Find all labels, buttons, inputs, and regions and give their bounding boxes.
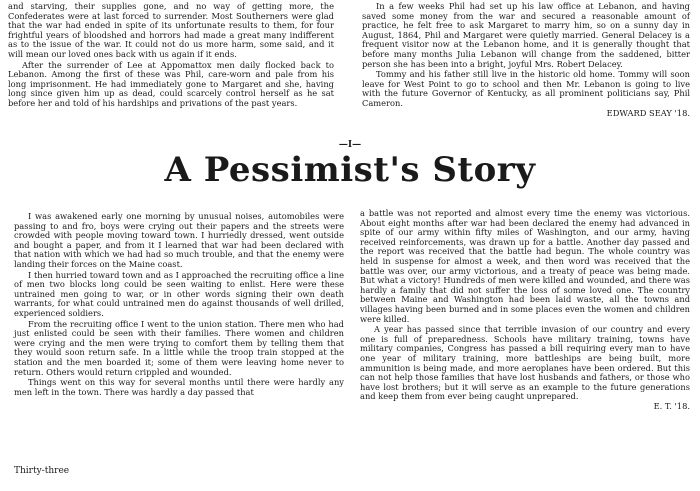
author-signature: E. T. '18. [653, 400, 690, 411]
paragraph: a battle was not reported and almost every time the enemy was victorious. About eight months after war had been declared the enemy had advanced in spite of our army within fifty miles of Washington, and our army, having received reinforcements, was drawn up for a battle. Another day passed and the report was received that the battle had begun. The whole country was held in suspense for almost a week, and then word was received that the battle was over, our army victorious, and a treaty of peace was being made. But what a victory! Hundreds of men were killed and wounded, and there was hardly a family that did not suffer the loss of some loved one. The country between Maine and Washington had been laid waste, all the towns and villages having been burned and in some places even the women and children were killed. [360, 208, 690, 324]
section-separator: —I— [338, 140, 362, 150]
paragraph: I then hurried toward town and as I approached the recruiting office a line of men two blocks long could be seen waiting to enlist. Here were these untrained men going to war, or in other words signing their own death warrants, for what could untrained men do against thousands of well drilled, experienced soldiers. [14, 269, 344, 318]
paragraph: Things went on this way for several months until there were hardly any men left in the town. There was hardly a day passed that [14, 377, 344, 397]
paragraph: A year has passed since that terrible invasion of our country and every one is full of preparedness. Schools have military training, towns have military companies, Congress has passed a bill requiring every man to have one year of military training, more battleships are being built, more ammunition is being made, and more aeroplanes have been ordered. But this can not help those families that have lost husbands and fathers, or those who have lost brothers; but it will serve as an example to the future generations and keep them from ever being caught unprepared. [360, 324, 690, 402]
paragraph: and starving, their supplies gone, and no way of getting more, the Confederates were at last forced to surrender. Most Southerners were glad that the war had ended in spite of its unfortunate results to them, for four frightful years of bloodshed and horrors had made a great many indifferent as to the issue of the war. It could not do us more harm, some said, and it will mean our loved ones back with us again if it ends. [8, 1, 334, 59]
bottom-right-column [360, 209, 690, 411]
page-number: Thirty-three [14, 466, 70, 476]
top-right-column [362, 2, 690, 118]
story-title: A Pessimist's Story [164, 150, 536, 190]
paragraph: After the surrender of Lee at Appomattox men daily flocked back to Lebanon. Among the first of these was Phil, care-worn and pale from his long imprisonment. He had immediately gone to Margaret and she, having long since given him up as dead, could scarcely control herself as he sat before her and told of his hardships and privations of the past years. [8, 59, 334, 108]
bottom-left-column [14, 212, 344, 397]
paragraph: I was awakened early one morning by unusual noises, automobiles were passing to and fro, boys were crying out their papers and the streets were crowded with people moving toward town. I hurriedly dressed, went outside and bought a paper, and from it I learned that war had been declared with that nation with which we had had so much trouble, and that the enemy were landing their forces on the Maine coast. [14, 211, 344, 269]
paragraph: From the recruiting office I went to the union station. There men who had just enlisted could be seen with their families. There women and children were crying and the men were trying to comfort them by telling them that they would soon return safe. In a little while the troop train stopped at the station and the men boarded it; some of them were leaving home never to return. Others would return crippled and wounded. [14, 318, 344, 377]
author-signature: EDWARD SEAY '18. [606, 107, 690, 118]
paragraph: In a few weeks Phil had set up his law office at Lebanon, and having saved some money from the war and secured a reasonable amount of practice, he felt free to ask Margaret to marry him, so on a sunny day in August, 1864, Phil and Margaret were quietly married. General Delacey is a frequent visitor now at the Lebanon home, and it is generally thought that before many months Julia Lebanon will change from the saddened, bitter person she has been into a bright, joyful Mrs. Robert Delacey. [362, 1, 690, 69]
top-left-column [8, 2, 334, 109]
paragraph: Tommy and his father still live in the historic old home. Tommy will soon leave for West Point to go to school and then Mr. Lebanon is going to live with the future Governor of Kentucky, as all prominent politicians say, Phil Cameron. [362, 69, 690, 108]
